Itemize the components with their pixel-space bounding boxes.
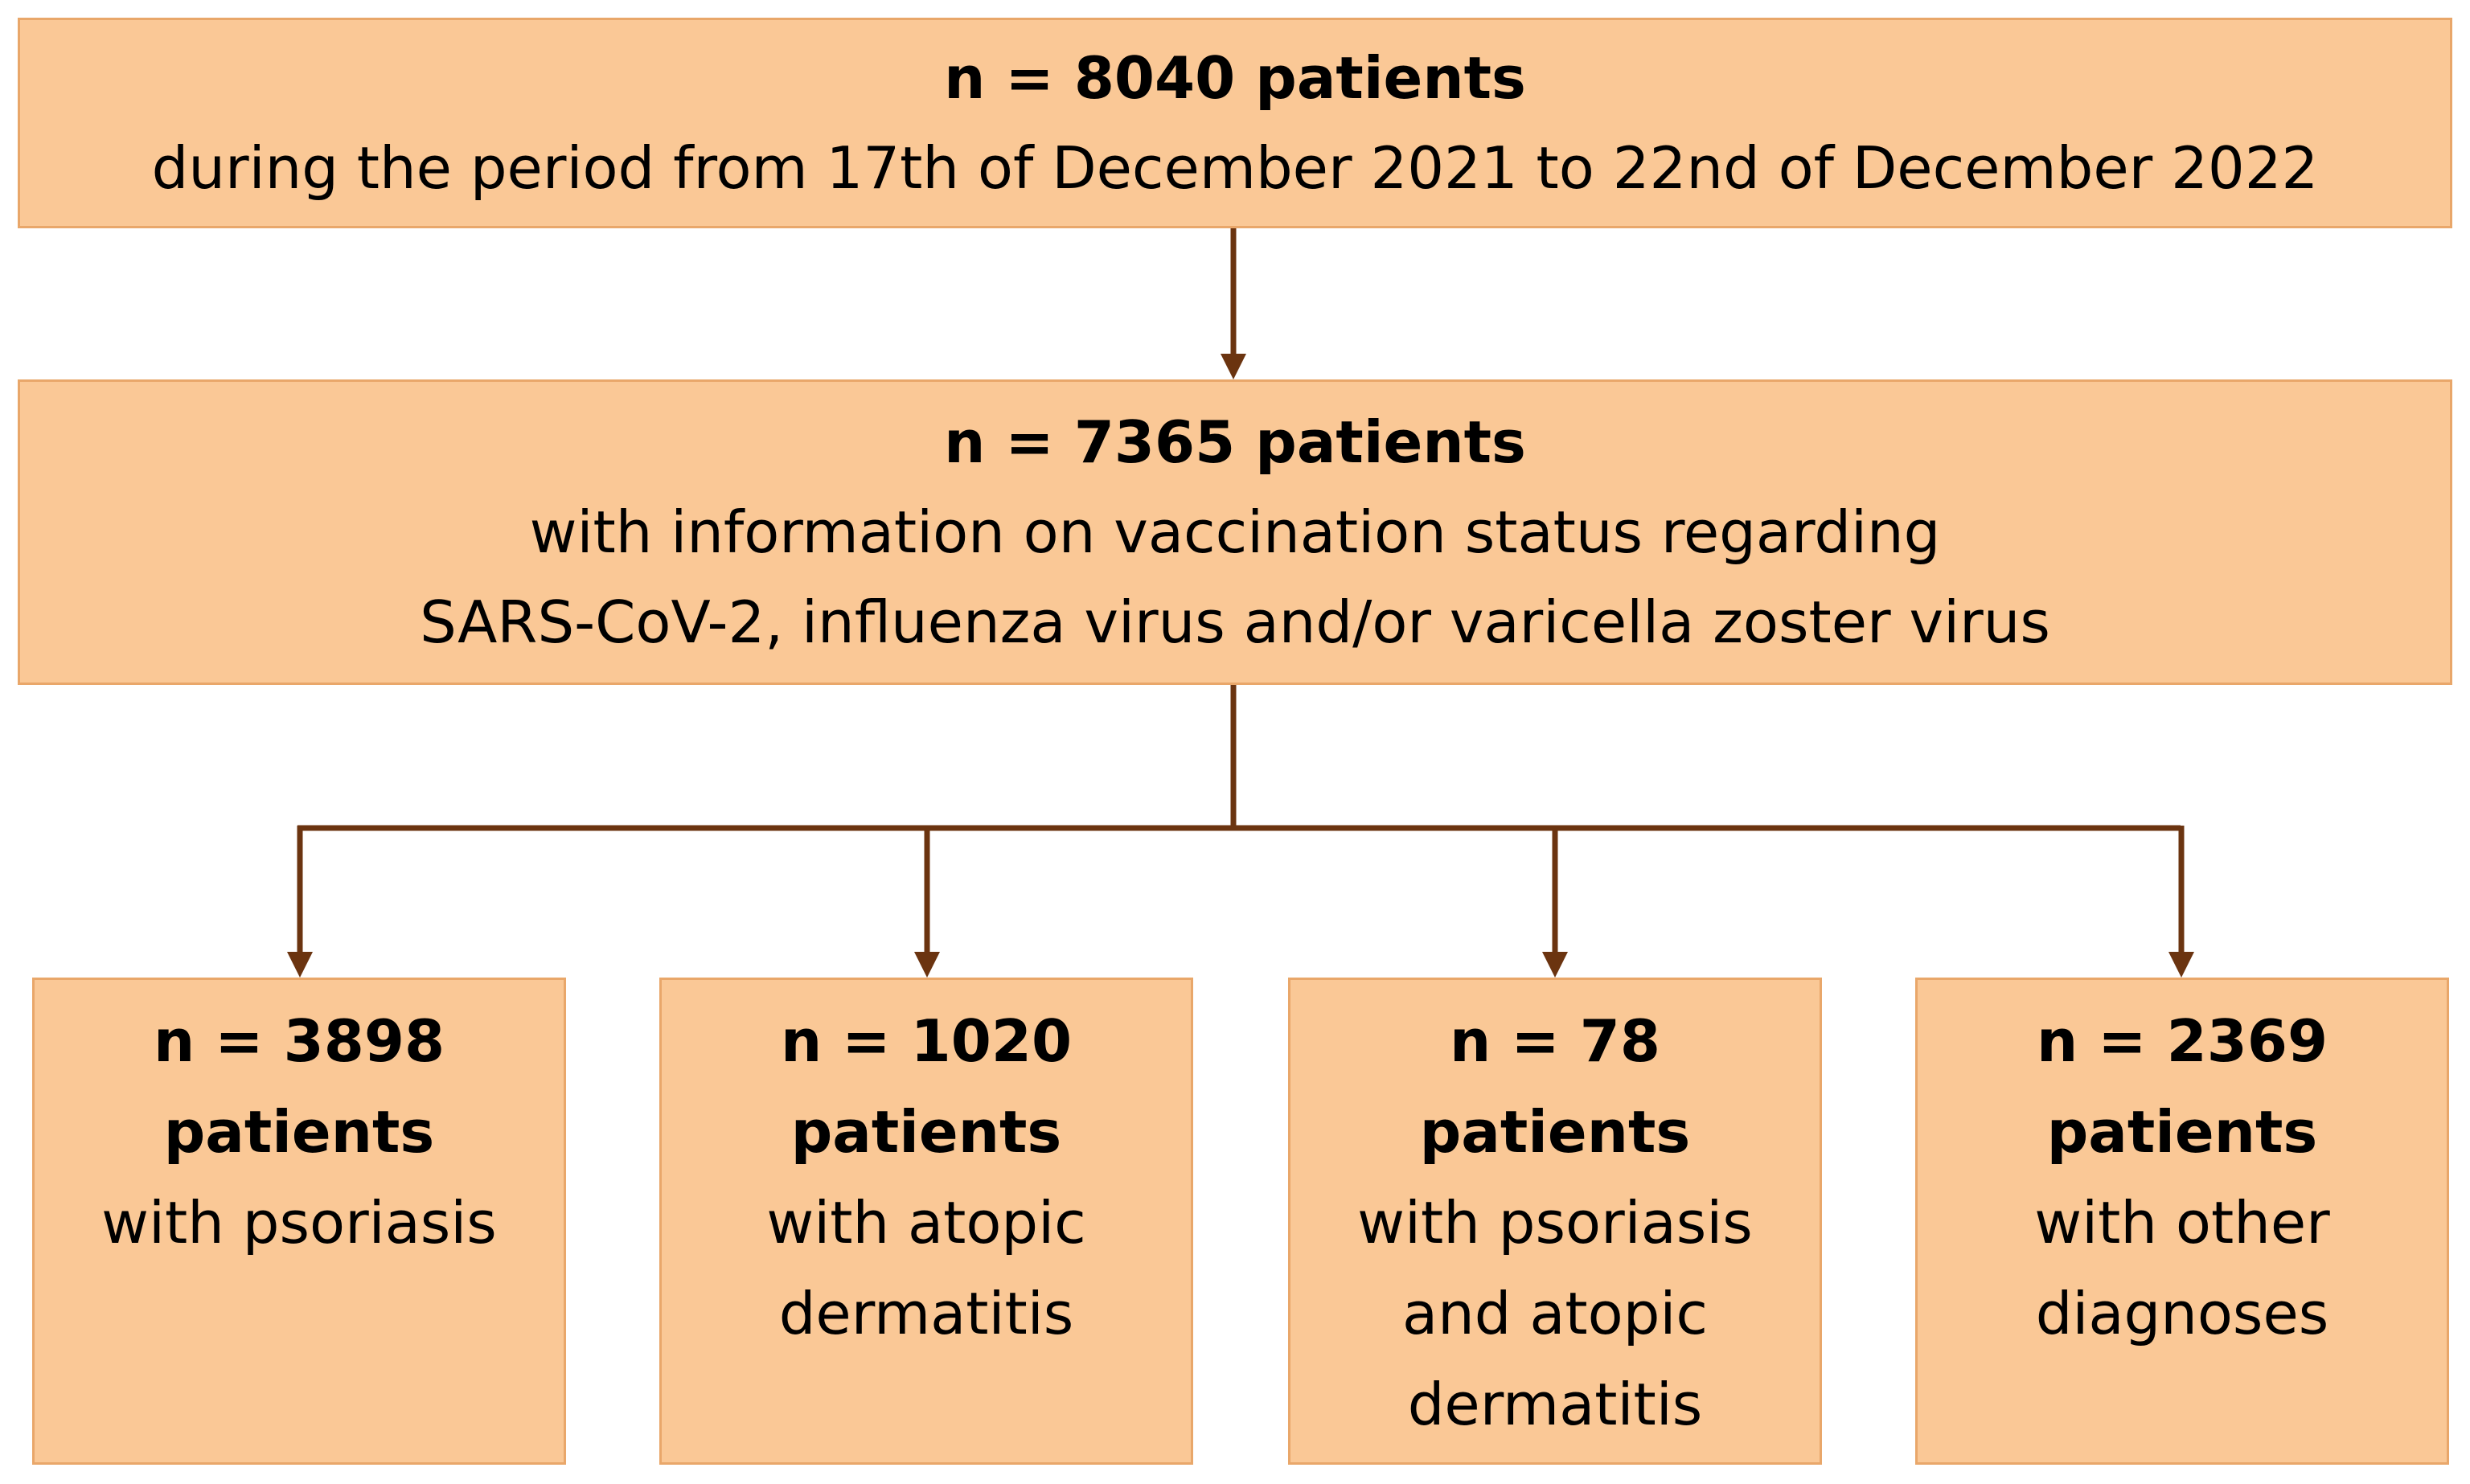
group-desc-line: with psoriasis [101, 1189, 497, 1256]
group-desc-line: and atopic [1401, 1280, 1709, 1347]
group-desc-line: dermatitis [1407, 1371, 1703, 1438]
arrowhead-group-3 [1542, 952, 1568, 978]
vaccination-info-line-1: with information on vaccination status regarding [529, 498, 1941, 566]
group-unit: patients [790, 1098, 1062, 1166]
total-patients-count: n = 8040 patients [944, 44, 1526, 112]
psoriasis-and-atopic-group-box [1288, 978, 1822, 1465]
group-count: n = 2369 [2036, 1007, 2328, 1075]
study-period-text: during the period from 17th of December 2021 to 22nd of December 2022 [151, 134, 2319, 202]
group-desc-line: diagnoses [2035, 1280, 2329, 1347]
group-unit: patients [163, 1098, 435, 1166]
atopic-dermatitis-group-box [659, 978, 1193, 1465]
group-count: n = 78 [1450, 1007, 1660, 1075]
total-patients-box [18, 18, 2452, 228]
vaccination-info-line-2: SARS-CoV-2, influenza virus and/or varicella zoster virus [420, 588, 2050, 656]
group-desc-line: with atopic [766, 1189, 1086, 1256]
group-unit: patients [1419, 1098, 1691, 1166]
vaccination-info-box [18, 379, 2452, 685]
arrowhead-top-to-middle [1221, 354, 1246, 379]
group-count: n = 3898 [153, 1007, 445, 1075]
arrowhead-group-4 [2168, 952, 2194, 978]
arrowhead-group-1 [287, 952, 313, 978]
group-count: n = 1020 [780, 1007, 1073, 1075]
vaccination-info-count: n = 7365 patients [944, 408, 1526, 476]
psoriasis-group-box [32, 978, 566, 1465]
group-desc-line: dermatitis [778, 1280, 1074, 1347]
group-unit: patients [2046, 1098, 2318, 1166]
other-diagnoses-group-box [1915, 978, 2449, 1465]
group-desc-line: with psoriasis [1357, 1189, 1753, 1256]
arrowhead-group-2 [914, 952, 940, 978]
group-desc-line: with other [2034, 1189, 2330, 1256]
